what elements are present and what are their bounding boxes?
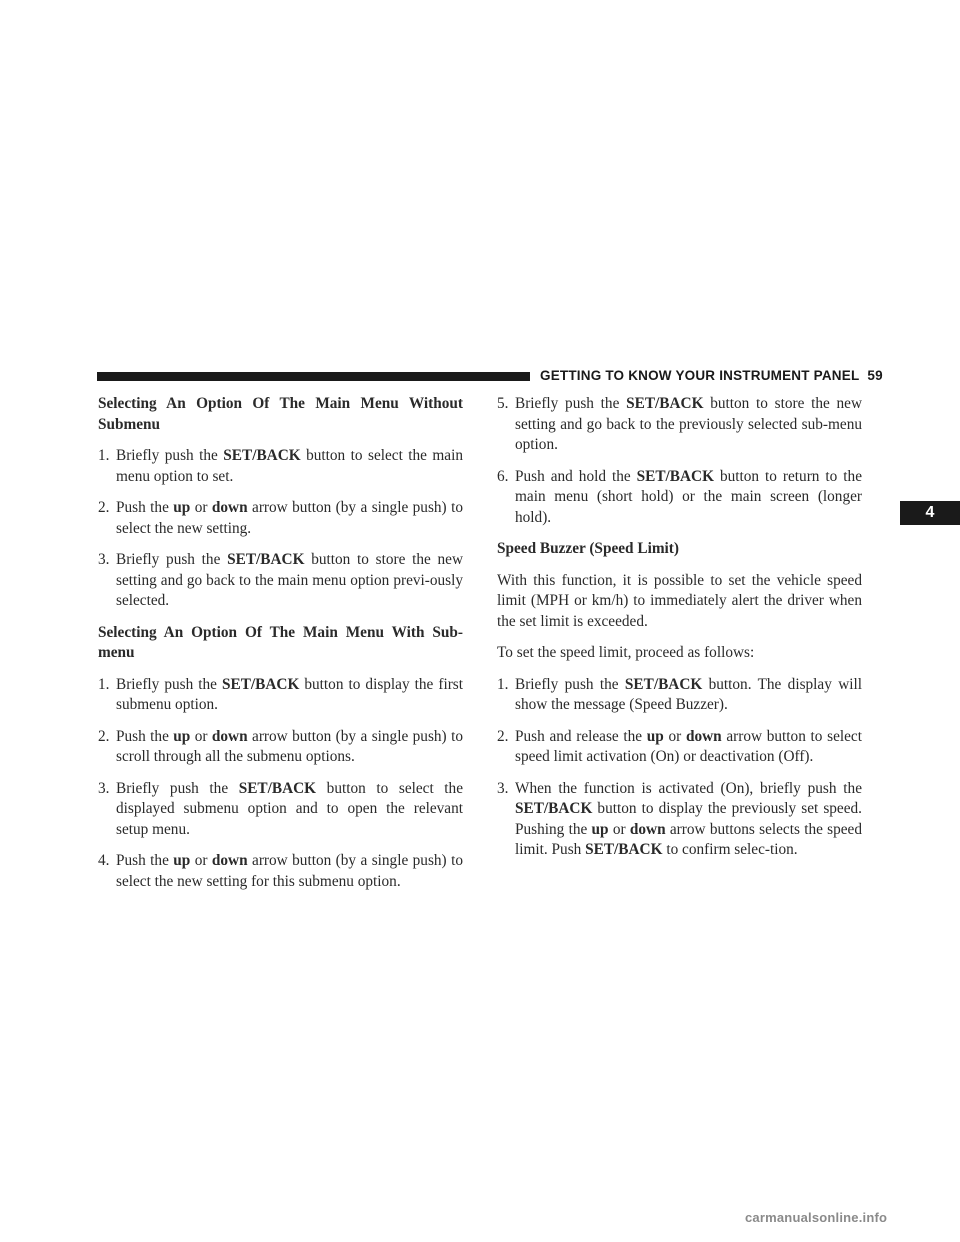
header-title: GETTING TO KNOW YOUR INSTRUMENT PANEL [540,368,860,383]
list-item: 5. Briefly push the SET/BACK button to store the new setting and go back to the previously selected sub-menu option. [497,395,863,453]
list-item: 3. Briefly push the SET/BACK button to store the new setting and go back to the main menu option previ-ously selected. [98,551,464,609]
list-item: 1. Briefly push the SET/BACK button to select the main menu option to set. [98,447,463,485]
section-heading: Selecting An Option Of The Main Menu Without Submenu [98,395,463,433]
list-item: 6. Push and hold the SET/BACK button to return to the main menu (short hold) or the main screen (longer hold). [497,467,862,526]
section-heading: Speed Buzzer (Speed Limit) [497,540,679,557]
footer-watermark[interactable]: carmanualsonline.info [745,1210,888,1225]
right-column [497,394,862,872]
list-item: 1. Briefly push the SET/BACK button. The display will show the message (Speed Buzzer). [497,675,862,713]
section-heading: Selecting An Option Of The Main Menu With Sub-menu [98,623,463,661]
list-item: 3. When the function is activated (On), briefly push the SET/BACK button to display the previously set speed. Pushing the up or down arrow buttons selects the speed limit. Push SET/BACK to confirm selec-tion. [497,779,862,858]
list-item: 1. Briefly push the SET/BACK button to display the first submenu option. [98,675,463,713]
paragraph: To set the speed limit, proceed as follows: [497,644,755,661]
header-rule [97,372,530,381]
list-item: 4. Push the up or down arrow button (by a single push) to select the new setting for this submenu option. [98,852,463,890]
list-item: 3. Briefly push the SET/BACK button to select the displayed submenu option and to open the relevant setup menu. [98,779,463,838]
running-header [540,368,883,383]
page-number: 59 [867,368,883,383]
list-item: 2. Push the up or down arrow button (by a single push) to scroll through all the submenu options. [98,727,463,765]
paragraph: With this function, it is possible to set the vehicle speed limit (MPH or km/h) to immediately alert the driver when the set limit is exceeded. [497,571,862,630]
left-column [98,394,463,903]
chapter-tab: 4 [900,501,960,525]
list-item: 2. Push the up or down arrow button (by a single push) to select the new setting. [98,499,463,537]
list-item: 2. Push and release the up or down arrow button to select speed limit activation (On) or deactivation (Off). [497,727,862,765]
